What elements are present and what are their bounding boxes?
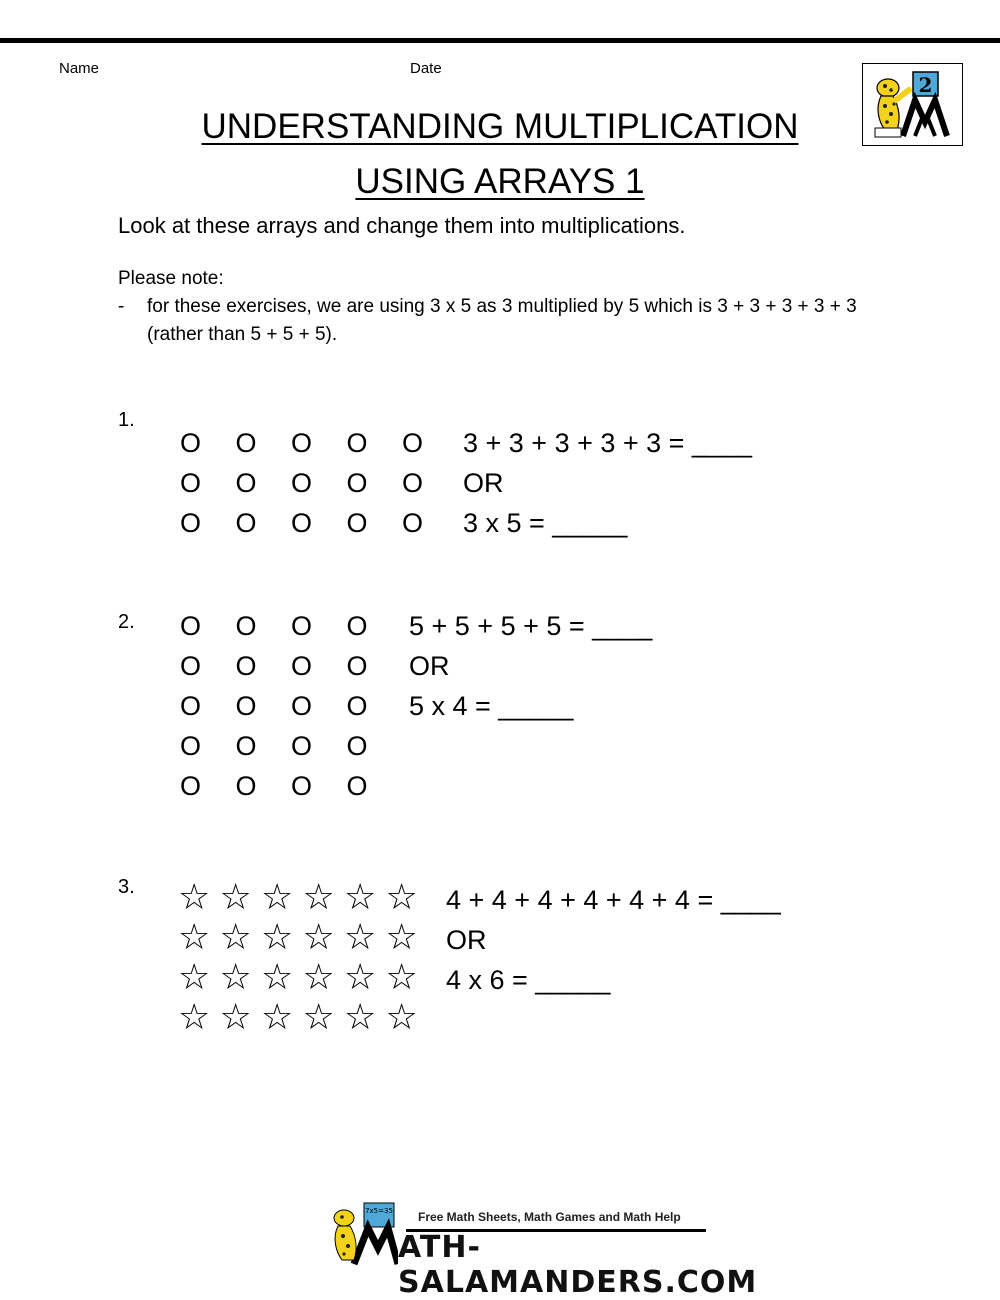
circle-symbol: O (235, 508, 257, 538)
circle-symbol: O (291, 428, 313, 458)
circle-symbol: O (402, 508, 424, 538)
star-symbol: ☆ (219, 877, 252, 918)
circle-symbol: O (180, 611, 202, 641)
top-rule (0, 38, 1000, 43)
question-1-or: OR (463, 468, 504, 498)
star-symbol: ☆ (219, 997, 252, 1038)
circle-symbol: O (180, 651, 202, 681)
circle-symbol: O (291, 771, 313, 801)
instructions: Look at these arrays and change them into multiplications. (118, 213, 686, 238)
circle-symbol: O (180, 428, 202, 458)
star-symbol: ☆ (178, 957, 211, 998)
circle-symbol: O (291, 691, 313, 721)
circle-symbol: O (291, 651, 313, 681)
star-symbol: ☆ (178, 877, 211, 918)
circle-symbol: O (291, 508, 313, 538)
question-3-multiplication: 4 x 6 = _____ (446, 965, 611, 995)
star-symbol: ☆ (261, 917, 294, 958)
circle-symbol: O (346, 611, 368, 641)
footer-brand: ATH-SALAMANDERS.COM (398, 1230, 758, 1300)
circle-symbol: O (346, 428, 368, 458)
star-symbol: ☆ (385, 957, 418, 998)
star-symbol: ☆ (219, 957, 252, 998)
footer-logo (326, 1200, 758, 1300)
circle-symbol: O (180, 691, 202, 721)
circle-symbol: O (235, 611, 257, 641)
question-2-multiplication: 5 x 4 = _____ (409, 691, 574, 721)
circle-symbol: O (346, 468, 368, 498)
circle-symbol: O (291, 468, 313, 498)
star-symbol: ☆ (344, 957, 377, 998)
grade-number: 2 (918, 73, 933, 97)
question-1-number: 1. (118, 409, 135, 431)
circle-symbol: O (346, 771, 368, 801)
note-heading: Please note: (118, 268, 224, 289)
question-2-or: OR (409, 651, 450, 681)
circle-symbol: O (180, 468, 202, 498)
date-label: Date (410, 60, 442, 77)
star-symbol: ☆ (261, 997, 294, 1038)
star-symbol: ☆ (261, 877, 294, 918)
footer-salamander-icon (326, 1200, 398, 1268)
question-3-number: 3. (118, 876, 135, 898)
star-symbol: ☆ (344, 877, 377, 918)
question-2-addition: 5 + 5 + 5 + 5 = ____ (409, 611, 653, 641)
star-symbol: ☆ (178, 997, 211, 1038)
star-symbol: ☆ (302, 957, 335, 998)
circle-symbol: O (346, 508, 368, 538)
star-symbol: ☆ (385, 917, 418, 958)
circle-symbol: O (180, 508, 202, 538)
star-symbol: ☆ (385, 877, 418, 918)
note-line1: for these exercises, we are using 3 x 5 as 3 multiplied by 5 which is 3 + 3 + 3 + 3 + 3 (147, 296, 857, 317)
question-1-addition: 3 + 3 + 3 + 3 + 3 = ____ (463, 428, 752, 458)
question-3-addition: 4 + 4 + 4 + 4 + 4 + 4 = ____ (446, 885, 781, 915)
circle-symbol: O (180, 771, 202, 801)
star-symbol: ☆ (302, 997, 335, 1038)
note-dash: - (118, 296, 125, 317)
circle-symbol: O (402, 468, 424, 498)
star-symbol: ☆ (261, 957, 294, 998)
circle-symbol: O (235, 428, 257, 458)
note-line2: (rather than 5 + 5 + 5). (147, 324, 338, 345)
question-3-or: OR (446, 925, 487, 955)
question-2-number: 2. (118, 611, 135, 633)
footer-tagline: Free Math Sheets, Math Games and Math Help (418, 1210, 681, 1224)
name-label: Name (59, 60, 100, 77)
circle-symbol: O (235, 468, 257, 498)
circle-symbol: O (235, 731, 257, 761)
circle-symbol: O (346, 691, 368, 721)
page-title-line2: USING ARRAYS 1 (355, 162, 645, 201)
question-1-multiplication: 3 x 5 = _____ (463, 508, 628, 538)
circle-symbol: O (346, 731, 368, 761)
star-symbol: ☆ (219, 917, 252, 958)
circle-symbol: O (235, 651, 257, 681)
circle-symbol: O (402, 428, 424, 458)
circle-symbol: O (291, 731, 313, 761)
page-title-line1: UNDERSTANDING MULTIPLICATION (201, 107, 799, 146)
footer-badge-text: 7x5=35 (365, 1207, 393, 1215)
star-symbol: ☆ (344, 997, 377, 1038)
star-symbol: ☆ (344, 917, 377, 958)
star-symbol: ☆ (302, 917, 335, 958)
circle-symbol: O (291, 611, 313, 641)
star-symbol: ☆ (302, 877, 335, 918)
circle-symbol: O (235, 691, 257, 721)
circle-symbol: O (346, 651, 368, 681)
circle-symbol: O (180, 731, 202, 761)
star-symbol: ☆ (178, 917, 211, 958)
circle-symbol: O (235, 771, 257, 801)
star-symbol: ☆ (385, 997, 418, 1038)
